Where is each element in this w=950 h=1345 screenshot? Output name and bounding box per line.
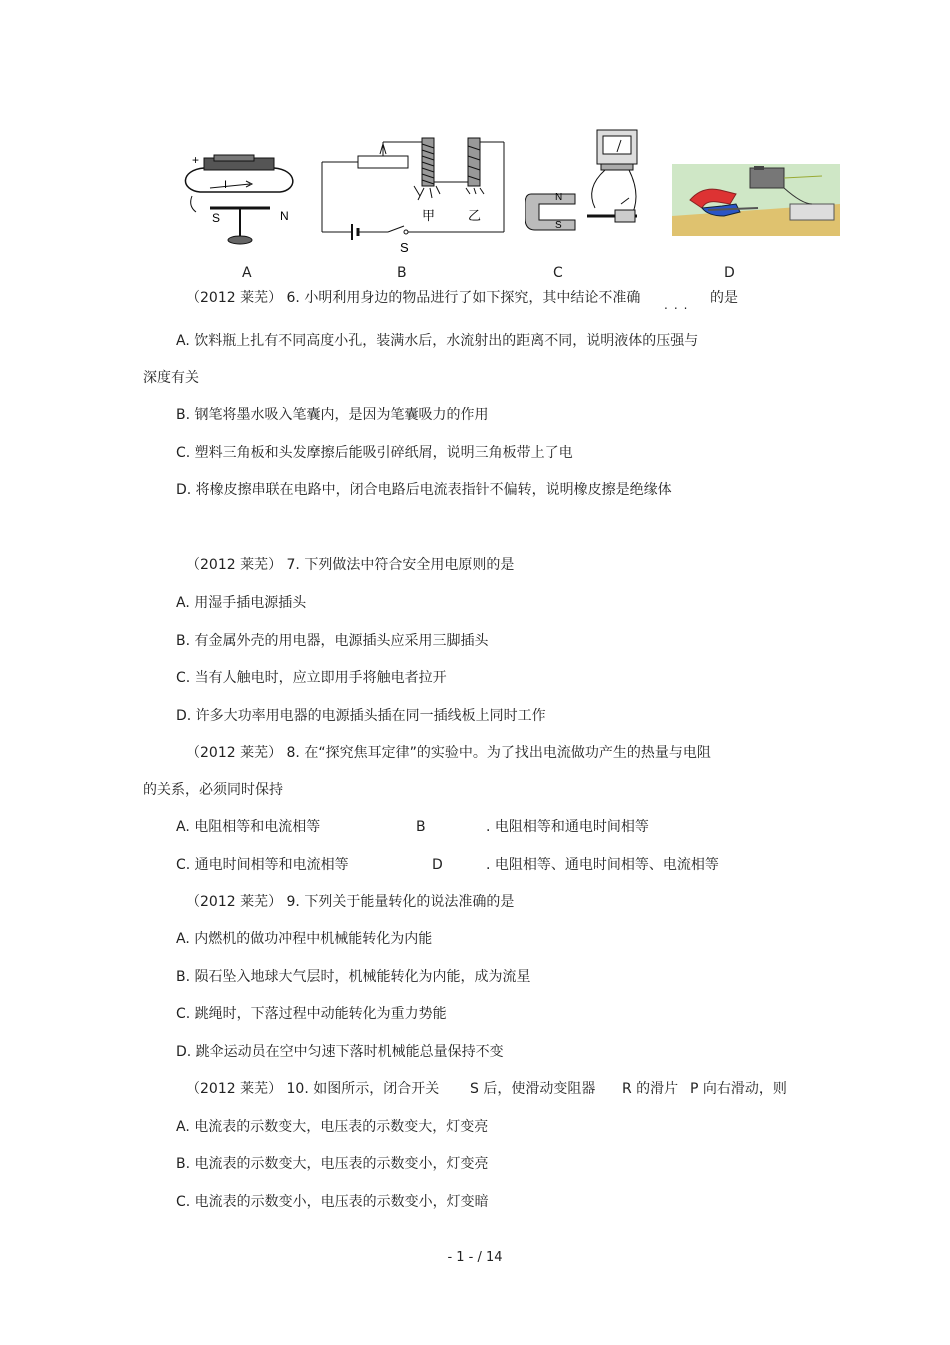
q10-option-c: C. 电流表的示数变小，电压表的示数变小，灯变暗 [176, 1194, 489, 1210]
q8-option-a: A. 电阻相等和电流相等 [176, 819, 321, 835]
north-pole-label: N [280, 209, 289, 223]
magnet-south-label: S [555, 220, 562, 231]
figure-c-label: C [553, 265, 563, 281]
coil-yi-label: 乙 [468, 208, 482, 223]
q8-option-d-letter: D [432, 857, 443, 873]
figure-a-label: A [242, 265, 252, 281]
figure-a-oersted-experiment [180, 150, 300, 250]
emphasis-dots: ... [664, 298, 694, 312]
q8-option-b-letter: B [416, 819, 426, 835]
q10-stem-part1: （2012 莱芜） 10. 如图所示，闭合开关 [186, 1081, 440, 1097]
q7-stem: （2012 莱芜） 7. 下列做法中符合安全用电原则的是 [186, 557, 515, 573]
switch-label: S [400, 240, 409, 255]
q9-stem: （2012 莱芜） 9. 下列关于能量转化的说法准确的是 [186, 894, 515, 910]
q8-option-d: . 电阻相等、通电时间相等、电流相等 [486, 857, 719, 873]
q10-stem-part4: P 向右滑动，则 [690, 1081, 787, 1097]
q8-stem-line2: 的关系，必须同时保持 [143, 782, 283, 798]
figure-b-electromagnet-circuit [318, 132, 508, 262]
q8-option-c: C. 通电时间相等和电流相等 [176, 857, 349, 873]
figure-d-label: D [724, 265, 735, 281]
q9-option-c: C. 跳绳时，下落过程中动能转化为重力势能 [176, 1006, 447, 1022]
figure-c-induction-galvanometer [525, 128, 655, 243]
q9-option-d: D. 跳伞运动员在空中匀速下落时机械能总量保持不变 [176, 1044, 504, 1060]
q6-option-a-line1: A. 饮料瓶上扎有不同高度小孔，装满水后，水流射出的距离不同，说明液体的压强与 [176, 333, 699, 349]
q6-stem-before: （2012 莱芜） 6. 小明利用身边的物品进行了如下探究，其中结论不准确 [186, 290, 641, 306]
q6-stem-after: 的是 [710, 290, 738, 306]
q10-option-b: B. 电流表的示数变大，电压表的示数变小，灯变亮 [176, 1156, 489, 1172]
q6-option-a-line2: 深度有关 [143, 370, 199, 386]
q9-option-b: B. 陨石坠入地球大气层时，机械能转化为内能，成为流星 [176, 969, 531, 985]
q9-option-a: A. 内燃机的做功冲程中机械能转化为内能 [176, 931, 433, 947]
q7-option-c: C. 当有人触电时，应立即用手将触电者拉开 [176, 670, 447, 686]
q6-option-d: D. 将橡皮擦串联在电路中，闭合电路后电流表指针不偏转，说明橡皮擦是绝缘体 [176, 482, 672, 498]
q6-stem [186, 288, 640, 308]
south-pole-label: S [212, 211, 221, 225]
coil-jia-label: 甲 [422, 208, 436, 223]
figure-b-label: B [397, 265, 407, 281]
page-number: - 1 - / 14 [447, 1250, 503, 1265]
q10-option-a: A. 电流表的示数变大，电压表的示数变大，灯变亮 [176, 1119, 489, 1135]
figure-d-motor-photo [672, 164, 840, 236]
q10-stem-part2: S 后，使滑动变阻器 [470, 1081, 596, 1097]
q6-option-b: B. 钢笔将墨水吸入笔囊内，是因为笔囊吸力的作用 [176, 407, 489, 423]
plus-sign: + [192, 153, 200, 167]
q6-option-c: C. 塑料三角板和头发摩擦后能吸引碎纸屑，说明三角板带上了电 [176, 445, 573, 461]
magnet-north-label: N [555, 192, 563, 203]
q8-option-b: . 电阻相等和通电时间相等 [486, 819, 649, 835]
current-label: I [224, 179, 228, 191]
q7-option-b: B. 有金属外壳的用电器，电源插头应采用三脚插头 [176, 633, 489, 649]
q7-option-d: D. 许多大功率用电器的电源插头插在同一插线板上同时工作 [176, 708, 546, 724]
q8-stem-line1: （2012 莱芜） 8. 在“探究焦耳定律”的实验中。为了找出电流做功产生的热量与电阻 [186, 745, 711, 761]
q10-stem-part3: R 的滑片 [622, 1081, 679, 1097]
q7-option-a: A. 用湿手插电源插头 [176, 595, 307, 611]
